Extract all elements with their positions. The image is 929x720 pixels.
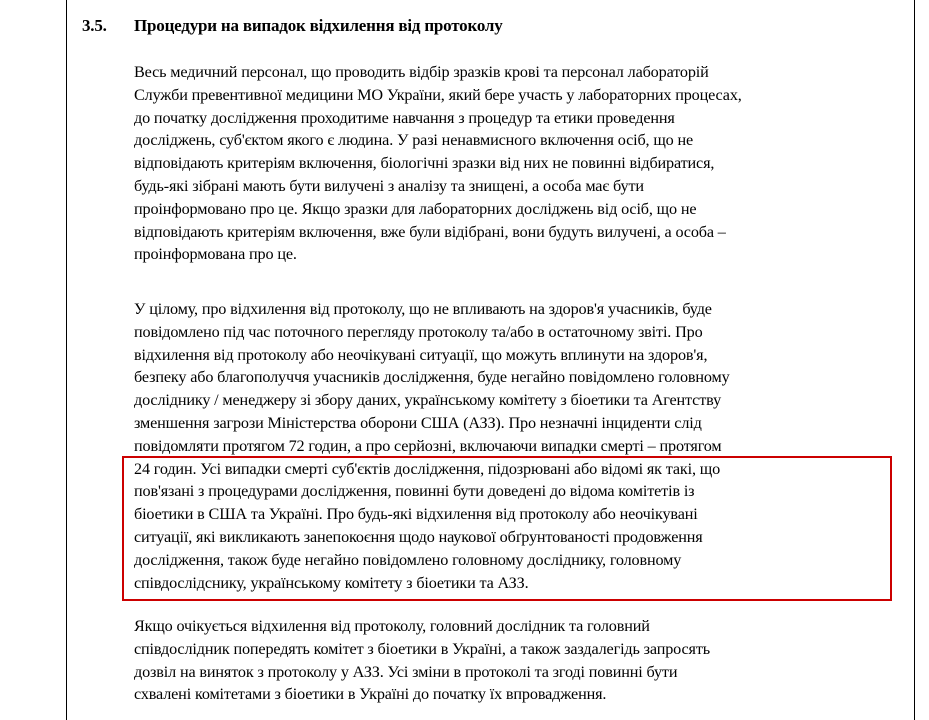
paragraph-line: проінформована про це. <box>134 245 297 264</box>
paragraph-line: відповідають критеріям включення, біологічні зразки від них не повинні відбиратися, <box>134 154 715 173</box>
paragraph-line: схвалені комітетами з біоетики в Україні до початку їх впровадження. <box>134 685 607 704</box>
paragraph-line: дозвіл на виняток з протоколу у АЗЗ. Усі зміни в протоколі та згоді повинні бути <box>134 662 678 681</box>
section-number: 3.5. <box>82 16 107 35</box>
paragraph-line: співдослідснику, українському комітету з біоетики та АЗЗ. <box>134 573 529 592</box>
paragraph-line: досліднику / менеджеру зі збору даних, українському комітету з біоетики та Агентству <box>134 391 722 410</box>
paragraph-3 <box>134 615 906 706</box>
paragraph-line: 24 годин. Усі випадки смерті суб'єктів дослідження, підозрювані або відомі як такі, що <box>134 459 721 478</box>
paragraph-line: дослідження, також буде негайно повідомлено головному досліднику, головному <box>134 550 682 569</box>
section-title: Процедури на випадок відхилення від протоколу <box>134 16 503 35</box>
highlight-box <box>122 456 892 601</box>
paragraph-line: біоетики в США та Україні. Про будь-які відхилення від протоколу або неочікувані <box>134 505 698 524</box>
paragraph-line: безпеку або благополуччя учасників дослідження, буде негайно повідомлено головному <box>134 368 730 387</box>
paragraph-line: досліджень, суб'єктом якого є людина. У разі ненавмисного включення осіб, що не <box>134 131 694 150</box>
paragraph-line: відповідають критеріям включення, вже були відібрані, вони будуть вилучені, а особа – <box>134 222 726 241</box>
paragraph-1 <box>134 61 906 266</box>
paragraph-line: пов'язані з процедурами дослідження, повинні бути доведені до відома комітетів із <box>134 482 695 501</box>
paragraph-line: ситуації, які викликають занепокоєння щодо наукової обґрунтованості продовження <box>134 527 703 546</box>
paragraph-line: проінформовано про це. Якщо зразки для лабораторних досліджень від осіб, що не <box>134 199 697 218</box>
paragraph-line: співдослідник попередять комітет з біоетики в Україні, а також заздалегідь запросять <box>134 639 711 658</box>
paragraph-line: повідомлено під час поточного перегляду протоколу та/або в остаточному звіті. Про <box>134 322 703 341</box>
paragraph-line: Служби превентивної медицини МО України, який бере участь у лабораторних процесах, <box>134 85 742 104</box>
paragraph-line: Якщо очікується відхилення від протоколу, головний дослідник та головний <box>134 617 650 635</box>
paragraph-line: У цілому, про відхилення від протоколу, що не впливають на здоров'я учасників, буде <box>134 300 712 318</box>
paragraph-line: зменшення загрози Міністерства оборони США (АЗЗ). Про незначні інциденти слід <box>134 413 702 432</box>
paragraph-line: Весь медичний персонал, що проводить відбір зразків крові та персонал лабораторій <box>134 63 709 81</box>
paragraph-line: будь-які зібрані мають бути вилучені з аналізу та знищені, а особа має бути <box>134 176 644 195</box>
paragraph-line: відхилення від протоколу або неочікувані ситуації, що можуть вплинути на здоров'я, <box>134 345 708 364</box>
paragraph-line: повідомляти протягом 72 годин, а про серйозні, включаючи випадки смерті – протягом <box>134 436 722 455</box>
paragraph-line: до початку дослідження проходитиме навчання з процедур та етики проведення <box>134 108 675 127</box>
